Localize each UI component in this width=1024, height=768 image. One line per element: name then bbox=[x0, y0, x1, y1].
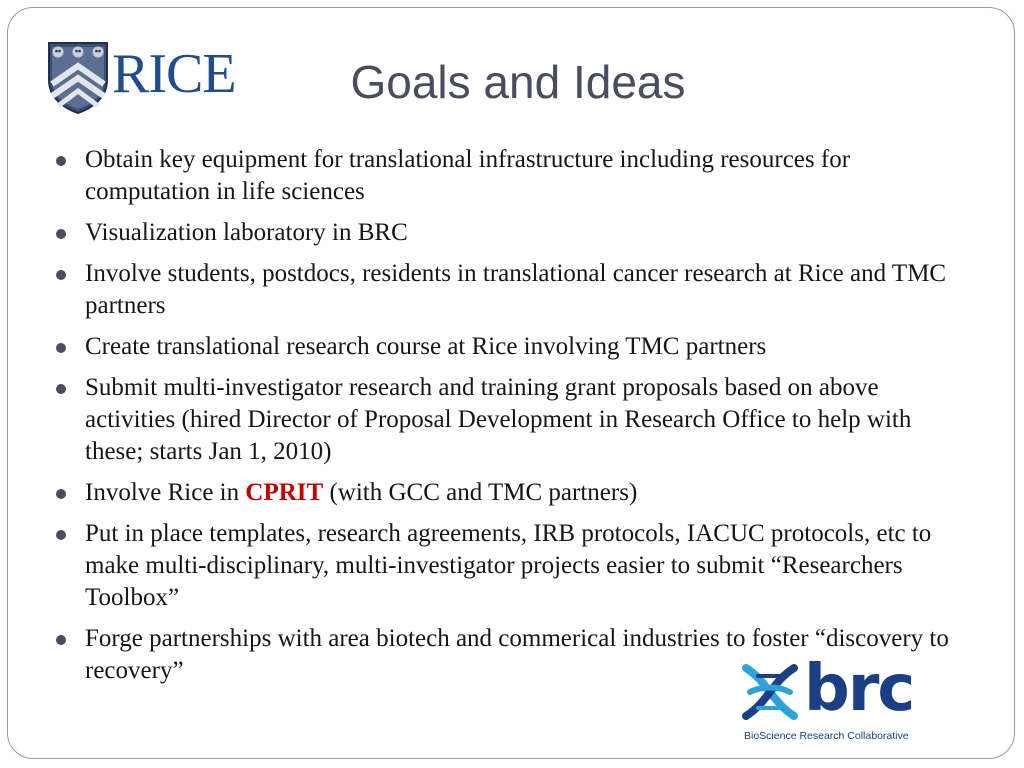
bullet-text: Submit multi-investigator research and training grant proposals based on above activities (hired Director of Proposal Development in Research Office to help with these; starts Jan 1, 2010) bbox=[85, 374, 912, 465]
bullet-text: Obtain key equipment for translational infrastructure including resources for computation in life sciences bbox=[85, 146, 851, 205]
bullet-item bbox=[54, 372, 949, 468]
slide bbox=[7, 7, 1015, 759]
rice-logo bbox=[46, 40, 246, 122]
rice-owl-shield-icon bbox=[46, 40, 110, 114]
bullet-item bbox=[54, 518, 949, 614]
bullet-text: Put in place templates, research agreements, IRB protocols, IACUC protocols, etc to make multi-disciplinary, multi-investigator projects easier to submit “Researchers Toolbox” bbox=[85, 520, 932, 611]
rice-wordmark: RICE bbox=[112, 43, 236, 105]
bullet-item bbox=[54, 258, 949, 322]
bullet-item bbox=[54, 144, 949, 208]
bullet-text: Visualization laboratory in BRC bbox=[85, 219, 408, 246]
bullet-item bbox=[54, 477, 949, 509]
bullet-text: Forge partnerships with area biotech and commerical industries to foster “discovery to recovery” bbox=[85, 625, 949, 684]
bullet-item bbox=[54, 331, 949, 363]
bullet-list bbox=[54, 144, 949, 696]
bullet-text: Create translational research course at Rice involving TMC partners bbox=[85, 333, 767, 360]
slide-title: Goals and Ideas bbox=[350, 56, 686, 108]
dna-strand-icon bbox=[740, 664, 800, 720]
brc-logo bbox=[738, 652, 928, 748]
brc-tagline: BioScience Research Collaborative bbox=[744, 730, 909, 742]
bullet-item bbox=[54, 217, 949, 249]
bullet-text-before: Involve Rice in bbox=[85, 479, 246, 506]
brc-wordmark: brc bbox=[804, 652, 914, 726]
cprit-highlight: CPRIT bbox=[245, 479, 324, 506]
bullet-text-after: (with GCC and TMC partners) bbox=[323, 479, 638, 506]
bullet-text: Involve students, postdocs, residents in translational cancer research at Rice and TMC partners bbox=[85, 260, 947, 319]
